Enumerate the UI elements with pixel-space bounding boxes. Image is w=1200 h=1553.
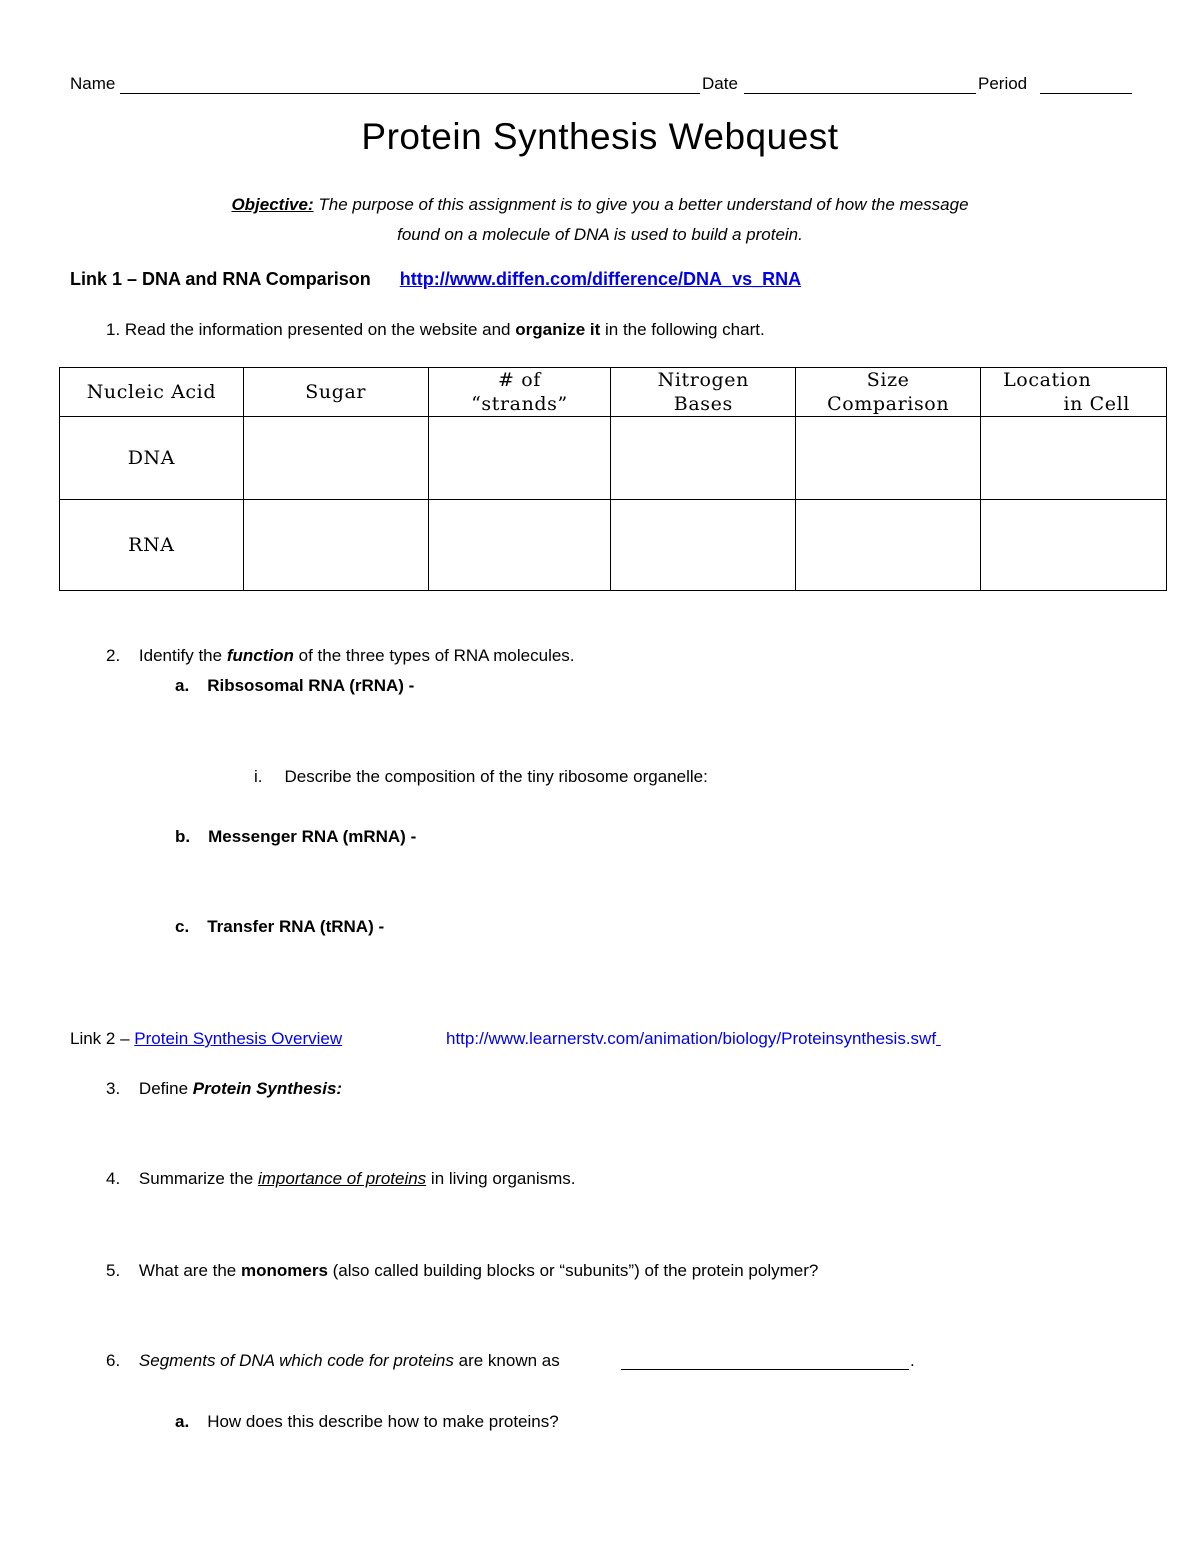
table-cell[interactable] [796,500,981,591]
q1-bold: organize it [515,320,601,339]
chart-header-row [60,368,1167,417]
q2-text-after: of the three types of RNA molecules. [298,646,575,665]
link2-row [70,1029,342,1049]
header-nitrogen-bases: Nitrogen Bases [611,368,796,417]
question-1 [106,320,765,340]
table-row [60,500,1167,591]
row-label-rna: RNA [60,500,244,591]
q1-text-after: in the following chart. [605,320,765,339]
name-blank[interactable] [120,93,700,94]
period-blank[interactable] [1040,93,1132,94]
header-strands: # of “strands” [428,368,611,417]
header-location: Location in Cell [981,368,1167,417]
question-6a: a. How does this describe how to make proteins? [175,1412,559,1431]
name-label: Name [70,74,116,93]
table-cell[interactable] [796,417,981,500]
table-cell[interactable] [981,417,1167,500]
q1-text-before: Read the information presented on the website and [124,320,511,339]
table-cell[interactable] [428,500,611,591]
header-size-comparison: Size Comparison [796,368,981,417]
q2-emph: function [226,646,294,665]
question-2b: b. Messenger RNA (mRNA) - [175,827,417,846]
q2-text-before: Identify the [138,646,223,665]
link2-label: Link 2 – [70,1029,130,1048]
link2-url-wrap [446,1029,941,1049]
link1-url[interactable]: http://www.diffen.com/difference/DNA_vs_RNA [399,269,802,289]
table-cell[interactable] [981,500,1167,591]
table-cell[interactable] [428,417,611,500]
question-2a-i: i. Describe the composition of the tiny ribosome organelle: [254,767,708,786]
date-label: Date [702,74,738,93]
question-2 [106,646,575,666]
header-sugar: Sugar [243,368,428,417]
question-3: 3. Define Protein Synthesis: [106,1079,343,1098]
objective-line1: The purpose of this assignment is to give you a better understand of how the message [318,195,969,214]
period-label: Period [978,74,1028,93]
header-nucleic-acid: Nucleic Acid [60,368,244,417]
q1-number: 1. [106,320,121,339]
objective-label: Objective: [231,195,314,214]
objective [0,190,1200,250]
question-4: 4. Summarize the importance of proteins in living organisms. [106,1169,576,1188]
page-title: Protein Synthesis Webquest [361,116,839,157]
date-blank[interactable] [744,93,976,94]
table-row [60,417,1167,500]
table-cell[interactable] [243,417,428,500]
link1-label: Link 1 – DNA and RNA Comparison [70,269,371,289]
q6-answer-blank[interactable] [621,1369,909,1370]
header-line [70,74,1132,98]
q6-end: . [910,1351,915,1370]
question-2a: a. Ribsosomal RNA (rRNA) - [175,676,415,695]
table-cell[interactable] [611,500,796,591]
q2-number: 2. [106,646,121,665]
dna-rna-chart [59,367,1167,591]
table-cell[interactable] [243,500,428,591]
question-2c: c. Transfer RNA (tRNA) - [175,917,385,936]
objective-line2: found on a molecule of DNA is used to build a protein. [397,225,803,244]
link1-row [70,269,801,290]
row-label-dna: DNA [60,417,244,500]
question-6: 6. Segments of DNA which code for proteins are known as [106,1351,560,1370]
link2-text[interactable]: Protein Synthesis Overview [134,1029,343,1048]
link2-url[interactable]: http://www.learnerstv.com/animation/biology/Proteinsynthesis.swf [446,1029,937,1048]
question-5: 5. What are the monomers (also called building blocks or “subunits”) of the protein polymer? [106,1261,819,1280]
table-cell[interactable] [611,417,796,500]
